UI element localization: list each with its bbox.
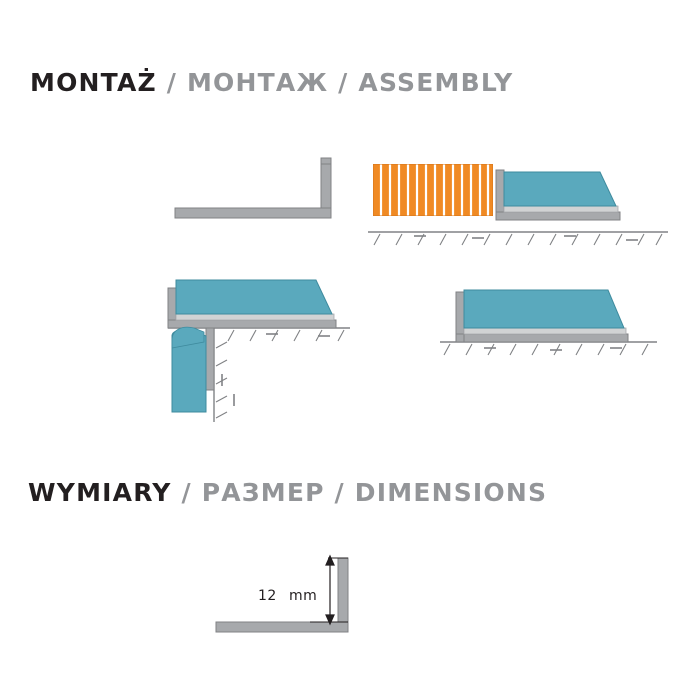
mortar-bed: [464, 328, 626, 334]
tile: [464, 290, 624, 328]
profile-horizontal-leg: [456, 334, 628, 342]
figure-adhesive-comb: [368, 150, 668, 260]
profile-vertical-leg: [456, 292, 464, 334]
substrate-hatching: [374, 234, 662, 245]
dimension-arrow: [326, 556, 334, 624]
profile-top-flange: [168, 320, 336, 328]
section-heading-assembly: [30, 68, 513, 97]
tile: [504, 172, 616, 206]
profile-vertical-leg: [338, 558, 348, 632]
profile-face-leg: [206, 328, 214, 390]
profile-horizontal-leg: [216, 622, 348, 632]
heading-assembly-en: ASSEMBLY: [358, 68, 514, 97]
heading-assembly-pl: MONTAŻ: [30, 68, 157, 97]
substrate-hatching-top: [228, 330, 344, 341]
substrate-hatching-side: [216, 342, 234, 418]
heading-dimensions-sep1: /: [171, 478, 202, 507]
heading-dimensions-sep2: /: [324, 478, 355, 507]
top-tile: [176, 280, 332, 314]
profile-horizontal-leg: [496, 212, 620, 220]
heading-assembly-ru: МОНТАЖ: [186, 68, 329, 97]
section-heading-dimensions: [28, 478, 547, 507]
figure-corner-edge: [150, 270, 380, 430]
substrate-hatching: [444, 344, 648, 355]
figure-flush-edge: [432, 270, 662, 380]
dimension-value: 12: [258, 588, 277, 604]
profile-horizontal-leg: [175, 208, 331, 218]
profile-foot: [456, 334, 464, 342]
combed-adhesive: [373, 162, 493, 220]
mortar-bed-top: [176, 314, 334, 320]
profile-top-return: [321, 158, 331, 164]
mortar-bed: [504, 206, 618, 212]
heading-assembly-sep1: /: [156, 68, 187, 97]
dimension-unit: mm: [289, 588, 318, 604]
figure-profile-empty: [150, 150, 370, 240]
heading-dimensions-en: DIMENSIONS: [354, 478, 548, 507]
heading-assembly-sep2: /: [328, 68, 359, 97]
heading-dimensions-ru: РАЗМЕР: [201, 478, 325, 507]
heading-dimensions-pl: WYMIARY: [28, 478, 172, 507]
